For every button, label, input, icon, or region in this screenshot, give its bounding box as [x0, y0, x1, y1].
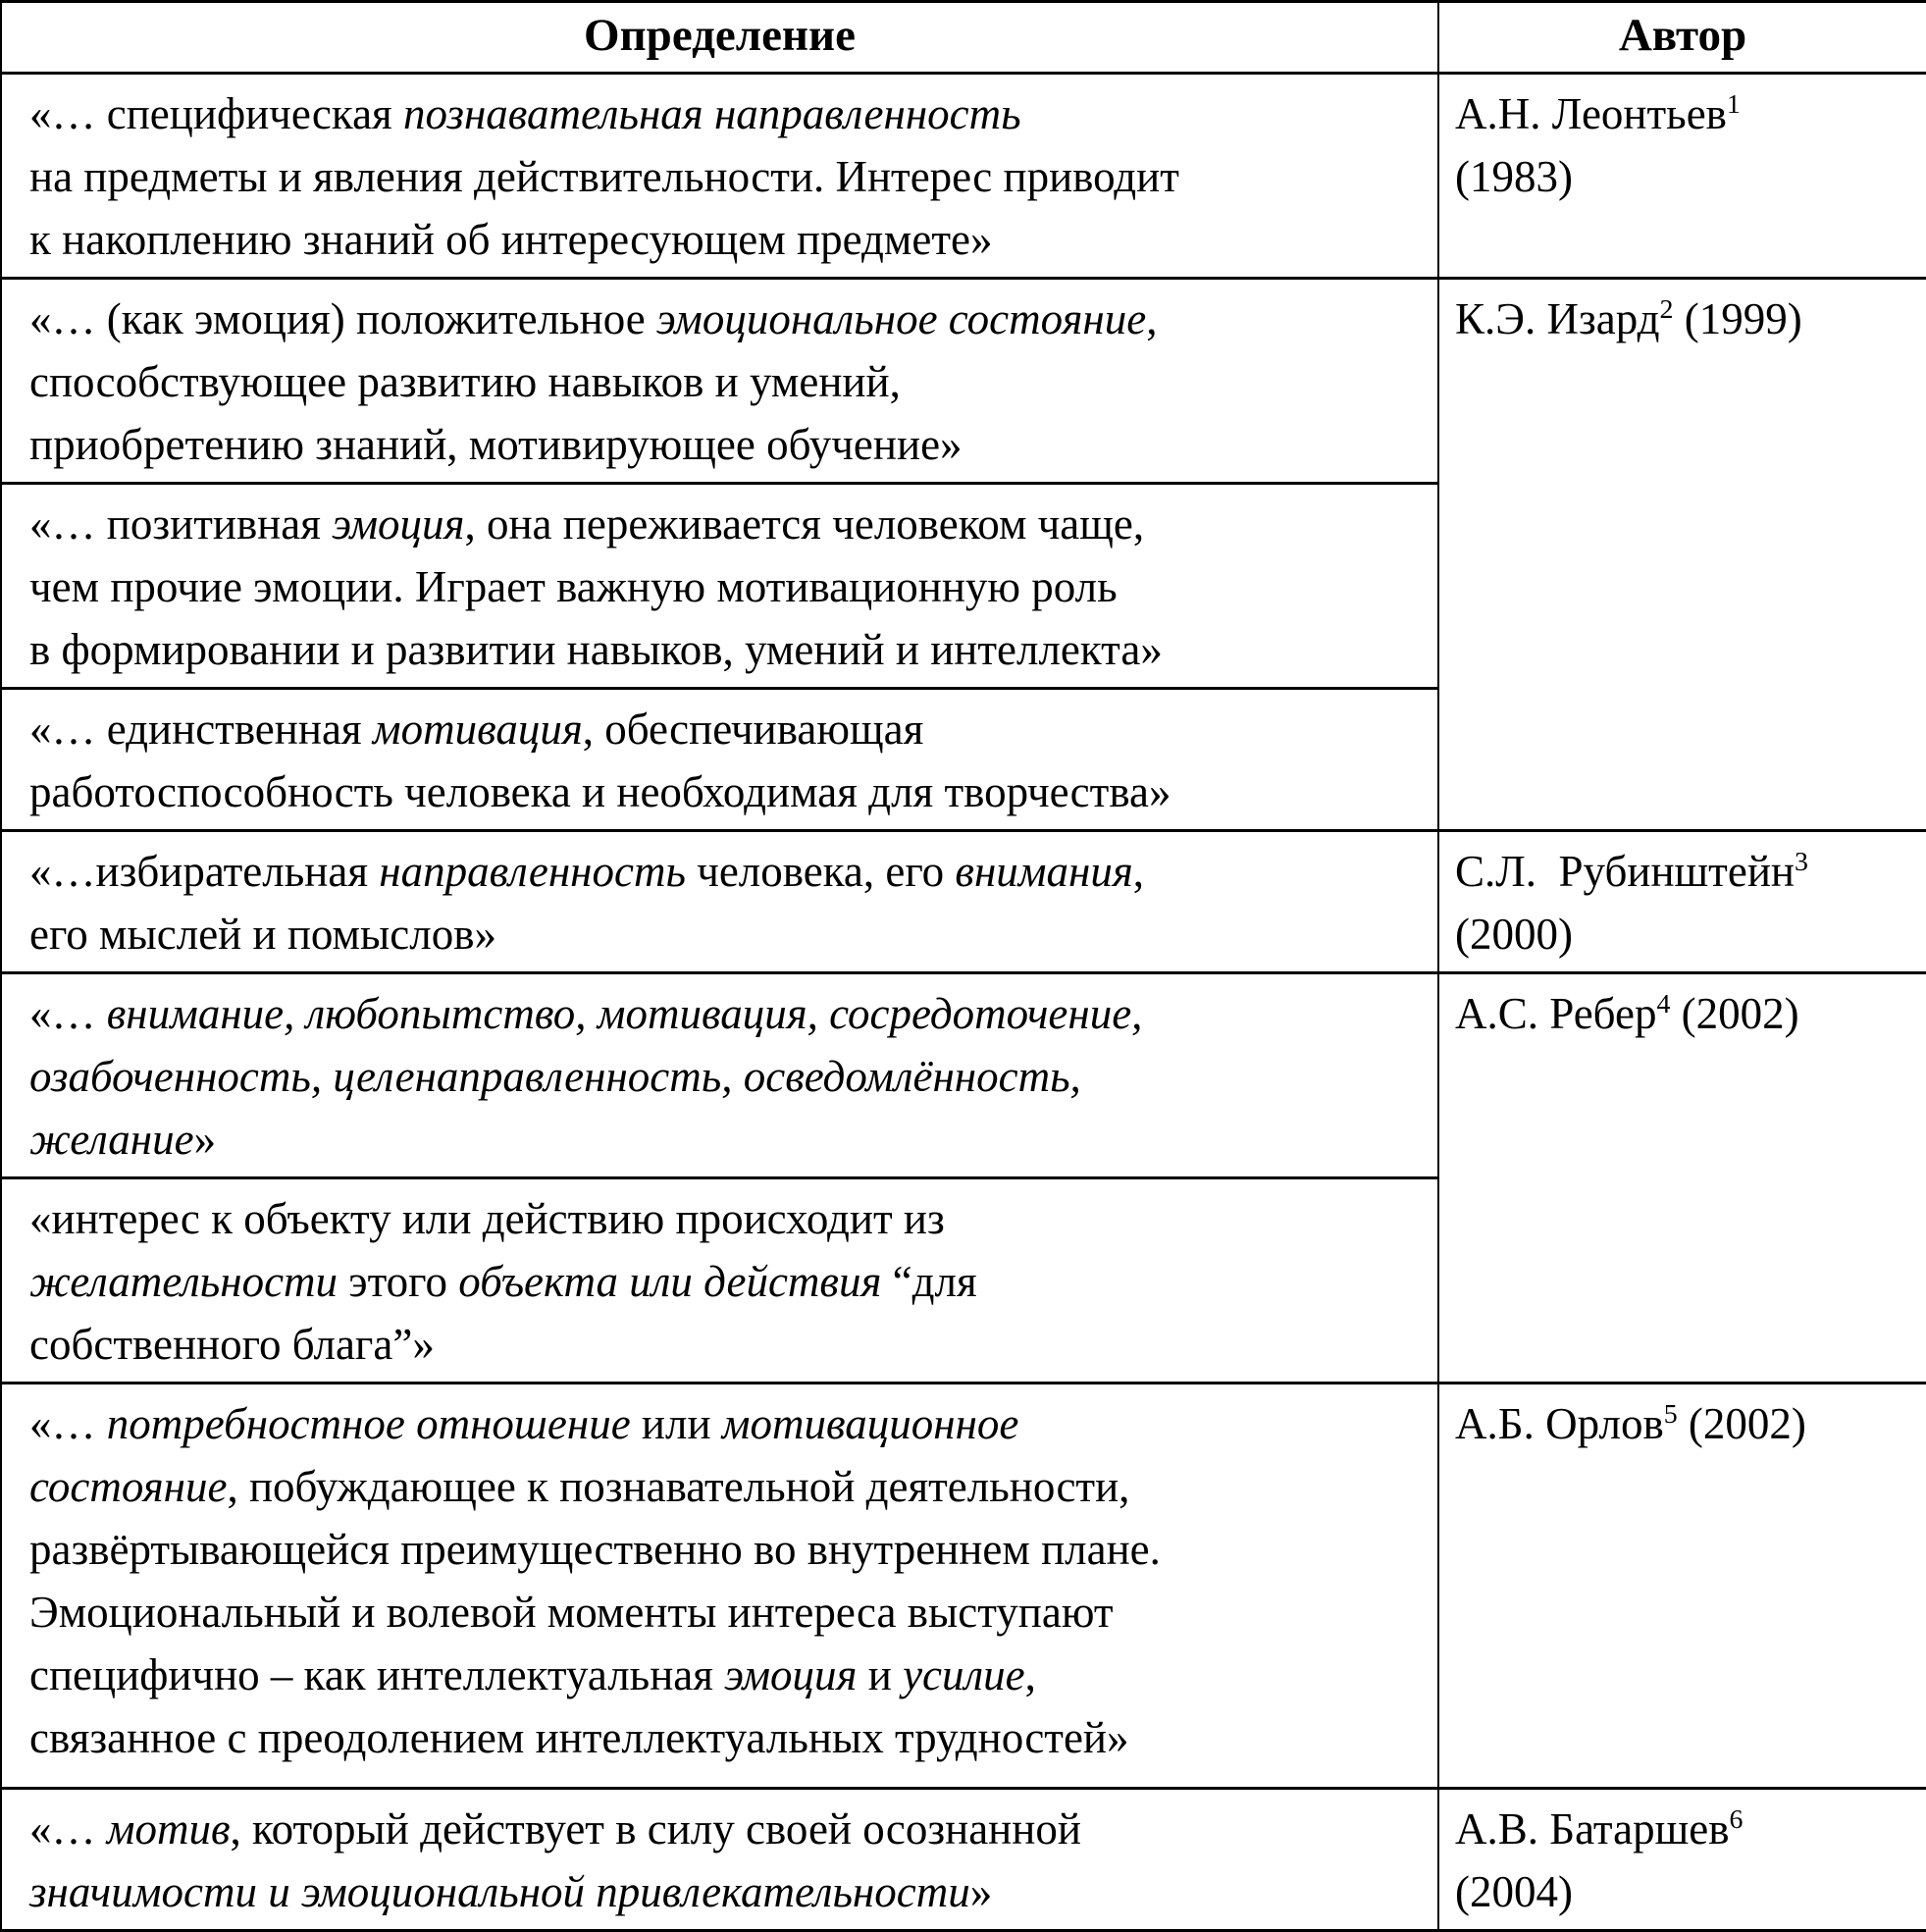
footnote-superscript: 4	[1656, 989, 1671, 1019]
text-fragment: «…	[29, 1399, 107, 1448]
definition-text-italic: направленность	[379, 847, 686, 896]
text-fragment: человека, его	[685, 847, 956, 896]
definition-text-italic: эмоция	[724, 1650, 858, 1699]
text-fragment: его мыслей и помыслов»	[29, 910, 496, 959]
author-cell	[1438, 1384, 1926, 1789]
author-cell	[1438, 279, 1926, 831]
text-fragment: ,	[1146, 294, 1158, 343]
definition-cell	[1, 1789, 1438, 1931]
text-fragment: или	[630, 1399, 722, 1448]
footnote-superscript: 6	[1729, 1804, 1744, 1835]
definition-cell	[1, 689, 1438, 831]
footnote-superscript: 1	[1726, 89, 1741, 120]
text-fragment: «… (как эмоция) положительное	[29, 294, 656, 343]
definition-text-italic: желание	[29, 1115, 194, 1164]
text-fragment: связанное с преодолением интеллектуальных трудностей»	[29, 1713, 1129, 1762]
text-fragment: «… позитивная	[29, 499, 333, 548]
text-fragment: (1999)	[1673, 294, 1802, 343]
text-fragment: «интерес к объекту или действию происходит из	[29, 1194, 945, 1243]
text-fragment: способствующее развитию навыков и умений,	[29, 357, 901, 406]
text-fragment: , обеспечивающая	[582, 705, 924, 754]
text-fragment: Эмоциональный и волевой моменты интереса выступают	[29, 1588, 1114, 1637]
text-fragment: «…избирательная	[29, 847, 380, 896]
definition-cell	[1, 484, 1438, 689]
text-fragment: чем прочие эмоции. Играет важную мотивационную роль	[29, 562, 1118, 611]
text-fragment: в формировании и развитии навыков, умений и интеллекта»	[29, 625, 1163, 674]
definition-cell	[1, 1178, 1438, 1384]
text-fragment: (2004)	[1455, 1867, 1573, 1916]
text-fragment: развёртывающейся преимущественно во внутреннем плане.	[29, 1525, 1161, 1574]
text-fragment: , который действует в силу своей осознанной	[230, 1804, 1081, 1854]
definition-cell	[1, 973, 1438, 1178]
text-fragment: работоспособность человека и необходимая для творчества»	[29, 767, 1171, 816]
table-row	[1, 1789, 1926, 1931]
definition-cell	[1, 1384, 1438, 1789]
text-fragment: »	[969, 1867, 993, 1916]
text-fragment: С.Л. Рубинштейн	[1455, 847, 1795, 896]
definition-text-italic: усилие	[903, 1650, 1025, 1699]
table-body	[1, 74, 1926, 1931]
table-row	[1, 279, 1926, 484]
table-row	[1, 1384, 1926, 1789]
definition-text-italic: потребностное отношение	[106, 1399, 631, 1448]
definition-text-italic: желательности	[29, 1257, 338, 1306]
text-fragment: А.Н. Леонтьев	[1455, 89, 1727, 138]
definition-text-italic: эмоциональное состояние	[655, 294, 1147, 343]
text-fragment: ,	[1024, 1650, 1036, 1699]
text-fragment: к накоплению знаний об интересующем предмете»	[29, 215, 993, 264]
column-header-author: Автор	[1438, 2, 1926, 74]
text-fragment: К.Э. Изард	[1455, 294, 1660, 343]
table-row	[1, 973, 1926, 1178]
footnote-superscript: 5	[1663, 1399, 1678, 1430]
text-fragment: этого	[338, 1257, 459, 1306]
definition-cell	[1, 74, 1438, 279]
definition-cell	[1, 831, 1438, 973]
text-fragment: »	[193, 1115, 217, 1164]
definition-text-italic: мотивация	[372, 705, 583, 754]
text-fragment: «… единственная	[29, 705, 373, 754]
definition-text-italic: эмоция	[332, 499, 465, 548]
text-fragment: А.Б. Орлов	[1455, 1399, 1664, 1448]
definition-text-italic: мотивационное	[721, 1399, 1019, 1448]
footnote-superscript: 2	[1659, 294, 1674, 325]
text-fragment: (2002)	[1670, 989, 1799, 1038]
text-fragment: (2002)	[1677, 1399, 1806, 1448]
text-fragment: А.С. Ребер	[1455, 989, 1657, 1038]
text-fragment: приобретению знаний, мотивирующее обучение»	[29, 420, 963, 469]
text-fragment: «…	[29, 1804, 107, 1854]
text-fragment: (1983)	[1455, 152, 1573, 201]
text-fragment: «… специфическая	[29, 89, 403, 138]
text-fragment: “для	[881, 1257, 977, 1306]
definition-text-italic: мотив	[106, 1804, 231, 1854]
column-header-definition: Определение	[1, 2, 1438, 74]
text-fragment: «…	[29, 989, 107, 1038]
table-row	[1, 74, 1926, 279]
text-fragment: А.В. Батаршев	[1455, 1804, 1730, 1854]
text-fragment: ,	[1132, 847, 1144, 896]
definition-text-italic: внимания	[955, 847, 1133, 896]
author-cell	[1438, 973, 1926, 1384]
author-cell	[1438, 74, 1926, 279]
definition-text-italic: познавательная направленность	[402, 89, 1021, 138]
text-fragment: (2000)	[1455, 910, 1573, 959]
table-row	[1, 831, 1926, 973]
text-fragment: и	[857, 1650, 904, 1699]
text-fragment: специфично – как интеллектуальная	[29, 1650, 725, 1699]
definition-text-italic: состояние	[29, 1462, 228, 1511]
definition-cell	[1, 279, 1438, 484]
text-fragment: на предметы и явления действительности. Интерес приводит	[29, 152, 1179, 201]
definition-text-italic: объекта или действия	[458, 1257, 882, 1306]
footnote-superscript: 3	[1794, 847, 1808, 877]
definition-text-italic: внимание, любопытство, мотивация, сосредоточение,	[106, 989, 1143, 1038]
text-fragment: , она переживается человеком чаще,	[464, 499, 1145, 548]
text-fragment: собственного блага”»	[29, 1320, 435, 1369]
author-cell	[1438, 1789, 1926, 1931]
definition-text-italic: озабоченность, целенаправленность, осведомлённость,	[29, 1052, 1081, 1101]
text-fragment: , побуждающее к познавательной деятельности,	[227, 1462, 1130, 1511]
author-cell	[1438, 831, 1926, 973]
header-row	[1, 2, 1926, 74]
definition-text-italic: значимости и эмоциональной привлекательности	[29, 1867, 970, 1916]
